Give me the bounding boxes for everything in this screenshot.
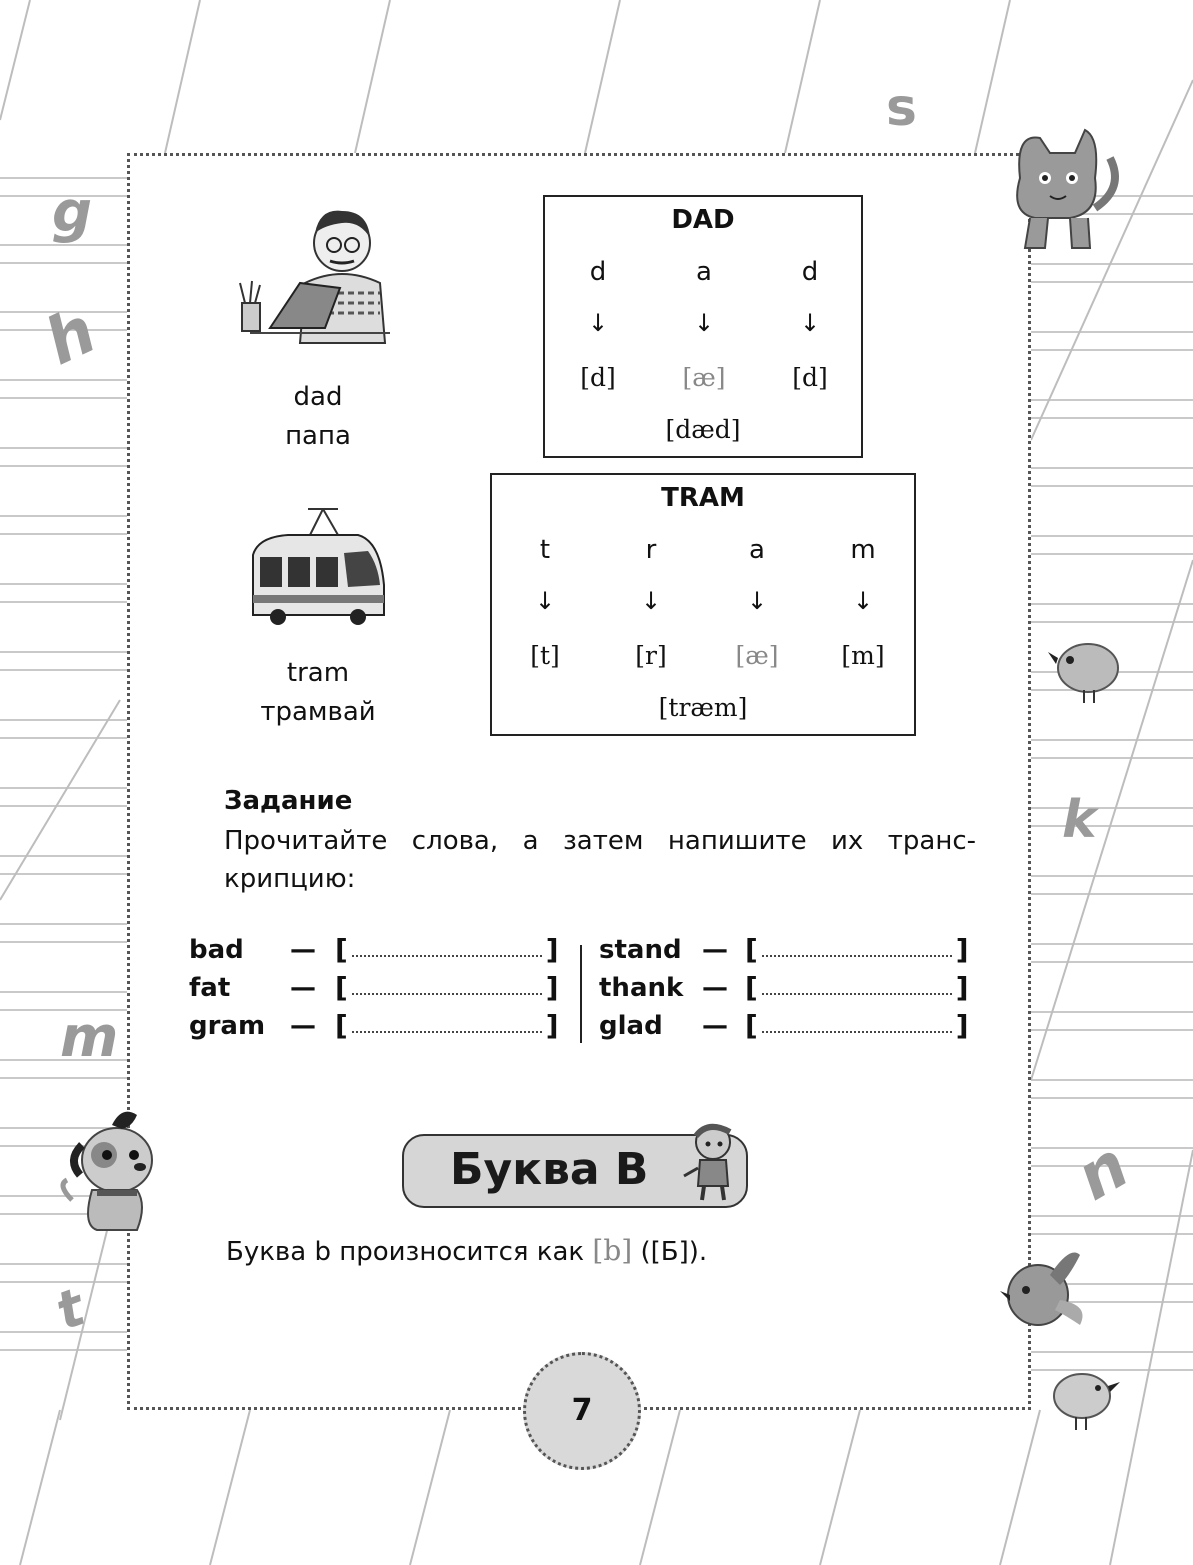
blank-dots — [762, 947, 952, 957]
down-arrow-icon: ↓ — [799, 309, 821, 337]
tram-sound: [t] — [530, 641, 560, 670]
exercise-dash: — — [702, 935, 728, 965]
tram-sound: [r] — [635, 641, 667, 670]
decor-letter-n: n — [1064, 1128, 1142, 1216]
task-instruction: Прочитайте слова, а затем напишите их транс-крипцию: — [224, 826, 976, 894]
exercise-dash: — — [290, 1011, 316, 1041]
open-bracket: [ — [745, 1009, 758, 1042]
exercise-word: bad — [189, 935, 244, 965]
exercise-dash: — — [702, 973, 728, 1003]
down-arrow-icon: ↓ — [746, 587, 768, 615]
word-tram-ru: трамвай — [260, 697, 376, 727]
open-bracket: [ — [335, 933, 348, 966]
dad-letter: d — [589, 257, 607, 287]
blank-dots — [762, 1023, 952, 1033]
letter-b-sentence — [226, 1234, 707, 1267]
exercise-word: fat — [189, 973, 231, 1003]
dad-at-laptop-illustration-icon — [230, 203, 405, 348]
transcription-blank[interactable] — [745, 933, 969, 966]
dad-sound: [d] — [792, 363, 828, 392]
decor-letter-s: s — [886, 78, 917, 138]
dad-letter: d — [801, 257, 819, 287]
task-heading: Задание — [224, 786, 353, 816]
decor-letter-t: t — [48, 1277, 93, 1343]
word-tram-caption — [208, 654, 428, 732]
transcription-blank[interactable] — [745, 1009, 969, 1042]
flying-bird-illustration-icon — [1000, 1245, 1095, 1345]
close-bracket: ] — [955, 1009, 969, 1042]
decor-letter-k: k — [1062, 790, 1097, 850]
blank-dots — [352, 1023, 542, 1033]
open-bracket: [ — [335, 1009, 348, 1042]
dad-transcription-box — [543, 195, 863, 458]
tram-box-title: TRAM — [661, 483, 745, 513]
exercise-word: gram — [189, 1011, 266, 1041]
transcription-blank[interactable] — [745, 971, 969, 1004]
word-dad-en: dad — [293, 382, 343, 412]
column-separator — [580, 945, 582, 1043]
blank-dots — [352, 985, 542, 995]
tram-whole-transcription: [træm] — [658, 693, 748, 722]
dad-letter: a — [696, 257, 712, 287]
tram-transcription-box — [490, 473, 916, 736]
close-bracket: ] — [545, 1009, 559, 1042]
exercise-word: stand — [599, 935, 682, 965]
close-bracket: ] — [955, 971, 969, 1004]
down-arrow-icon: ↓ — [587, 309, 609, 337]
exercise-word: glad — [599, 1011, 663, 1041]
blank-dots — [762, 985, 952, 995]
sound-b: [b] — [592, 1234, 633, 1267]
exercise-dash: — — [290, 935, 316, 965]
tram-letter: a — [749, 535, 765, 565]
decor-letter-h: h — [34, 293, 108, 381]
blank-dots — [352, 947, 542, 957]
decor-letter-m: m — [60, 1005, 119, 1070]
tram-sound: [m] — [841, 641, 885, 670]
bird-small-illustration-icon — [1046, 1362, 1121, 1432]
close-bracket: ] — [545, 933, 559, 966]
tram-letter: m — [850, 535, 876, 565]
word-tram-en: tram — [286, 658, 350, 688]
transcription-blank[interactable] — [335, 971, 559, 1004]
tram-sound-vowel: [æ] — [735, 641, 779, 670]
page-number: 7 — [523, 1352, 641, 1470]
down-arrow-icon: ↓ — [693, 309, 715, 337]
boy-painting-illustration-icon — [678, 1118, 748, 1203]
sentence-text: Буква b произносится как — [226, 1237, 585, 1267]
down-arrow-icon: ↓ — [534, 587, 556, 615]
dad-box-title: DAD — [671, 205, 735, 235]
dad-sound: [d] — [580, 363, 616, 392]
transcription-blank[interactable] — [335, 1009, 559, 1042]
word-dad-caption — [208, 378, 428, 456]
transcription-blank[interactable] — [335, 933, 559, 966]
word-dad-ru: папа — [285, 421, 351, 451]
tram-letter: t — [539, 535, 551, 565]
bird-illustration-icon — [1048, 628, 1128, 708]
exercise-dash: — — [290, 973, 316, 1003]
tram-letter: r — [645, 535, 657, 565]
close-bracket: ] — [545, 971, 559, 1004]
down-arrow-icon: ↓ — [852, 587, 874, 615]
down-arrow-icon: ↓ — [640, 587, 662, 615]
decor-letter-g: g — [52, 180, 93, 245]
close-bracket: ] — [955, 933, 969, 966]
sentence-ru-sound: ([Б]). — [640, 1237, 708, 1267]
exercise-dash: — — [702, 1011, 728, 1041]
dad-whole-transcription: [dæd] — [665, 415, 741, 444]
cat-illustration-icon — [1000, 118, 1125, 253]
open-bracket: [ — [745, 971, 758, 1004]
tram-illustration-icon — [248, 505, 388, 633]
dog-illustration-icon — [52, 1105, 162, 1245]
dad-sound-vowel: [æ] — [682, 363, 726, 392]
exercise-word: thank — [599, 973, 684, 1003]
open-bracket: [ — [745, 933, 758, 966]
open-bracket: [ — [335, 971, 348, 1004]
section-title: Буква B — [450, 1144, 649, 1195]
